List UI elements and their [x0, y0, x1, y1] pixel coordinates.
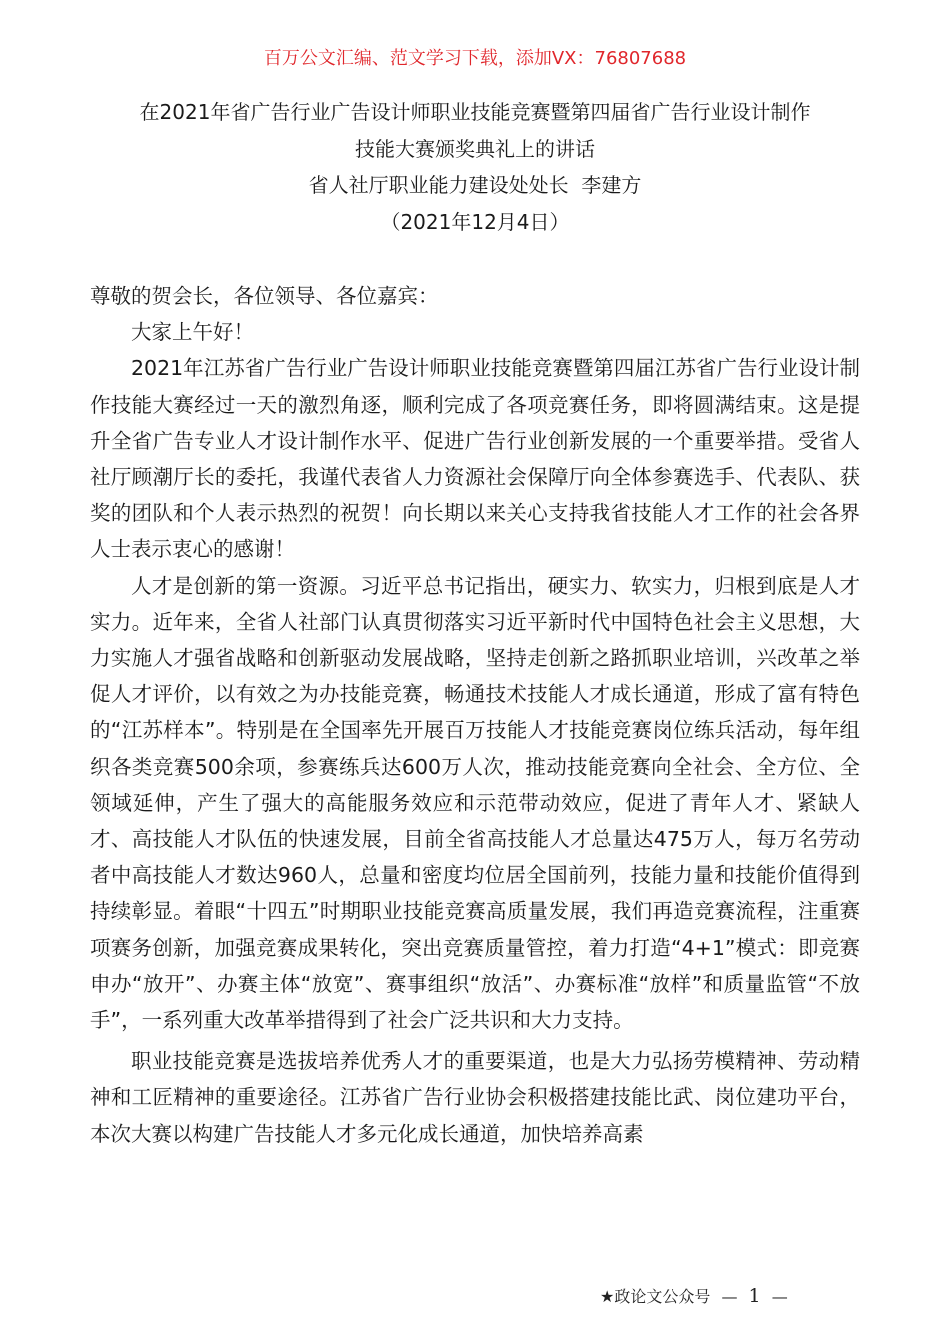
speaker-line: 省人社厅职业能力建设处处长 李建方: [308, 173, 642, 197]
source-label: ★政论文公众号: [600, 1287, 711, 1306]
paragraph: 2021年江苏省广告行业广告设计师职业技能竞赛暨第四届江苏省广告行业设计制作技能大赛经过一天的激烈角逐，顺利完成了各项竞赛任务，即将圆满结束。这是提升全省广告专业人才设计制作水平、促进广告行业创新发展的一个重要举措。受省人社厅顾潮厅长的委托，我谨代表省人力资源社会保障厅向全体参赛选手、代表队、获奖的团队和个人表示热烈的祝贺！向长期以来关心支持我省技能人才工作的社会各界人士表示衷心的感谢！: [90, 356, 860, 562]
document-header: [90, 94, 860, 240]
speech-date: （2021年12月4日）: [380, 209, 570, 234]
page-number: 1: [748, 1285, 761, 1307]
document-title-line-2: 技能大赛颁奖典礼上的讲话: [355, 136, 595, 161]
document-body: [90, 278, 860, 1152]
salutation: 尊敬的贺会长，各位领导、各位嘉宾：: [90, 284, 439, 308]
dash-right: —: [771, 1287, 788, 1306]
paragraph: 人才是创新的第一资源。习近平总书记指出，硬实力、软实力，归根到底是人才实力。近年来，全省人社部门认真贯彻落实习近平新时代中国特色社会主义思想，大力实施人才强省战略和创新驱动发展战略，坚持走创新之路抓职业培训，兴改革之举促人才评价，以有效之为办技能竞赛，畅通技术技能人才成长通道，形成了富有特色的“江苏样本”。特别是在全国率先开展百万技能人才技能竞赛岗位练兵活动，每年组织各类竞赛500余项，参赛练兵达600万人次，推动技能竞赛向全社会、全方位、全领域延伸，产生了强大的高能服务效应和示范带动效应，促进了青年人才、紧缺人才、高技能人才队伍的快速发展，目前全省高技能人才总量达475万人，每万名劳动者中高技能人才数达960人，总量和密度均位居全国前列，技能力量和技能价值得到持续彰显。着眼“十四五”时期职业技能竞赛高质量发展，我们再造竞赛流程，注重赛项赛务创新，加强竞赛成果转化，突出竞赛质量管控，着力打造“4+1”模式：即竞赛申办“放开”、办赛主体“放宽”、赛事组织“放活”、办赛标准“放样”和质量监管“不放手”，一系列重大改革举措得到了社会广泛共识和大力支持。: [90, 573, 860, 1033]
document-title-line-1: 在2021年省广告行业广告设计师职业技能竞赛暨第四届省广告行业设计制作: [139, 100, 811, 124]
dash-left: —: [721, 1287, 738, 1306]
watermark-banner: 百万公文汇编、范文学习下载，添加VX：76807688: [263, 48, 687, 69]
paragraph: 职业技能竞赛是选拔培养优秀人才的重要渠道，也是大力弘扬劳模精神、劳动精神和工匠精神的重要途径。江苏省广告行业协会积极搭建技能比武、岗位建功平台，本次大赛以构建广告技能人才多元化成长通道，加快培养高素: [90, 1049, 860, 1146]
page-footer: [600, 1283, 850, 1310]
greeting: 大家上午好！: [131, 320, 254, 345]
